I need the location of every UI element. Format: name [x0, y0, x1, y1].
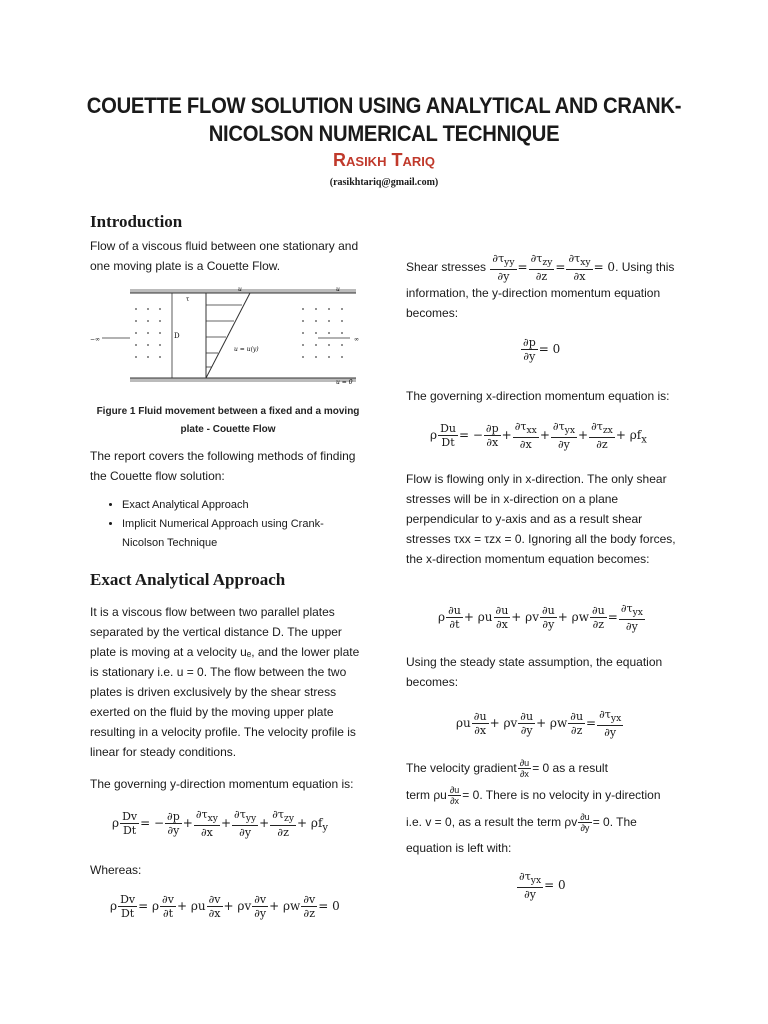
svg-text:∞: ∞: [354, 336, 359, 343]
whereas-text: Whereas:: [90, 863, 142, 877]
steady-state-text: Using the steady state assumption, the equation becomes:: [406, 655, 663, 689]
steady-state-equation: ρu $\frac{\partial u}{\partial x}$ + ρv $\frac{\partial u}{\partial y}$ + ρw $\frac{\partial u}{\partial z}$ = $\frac{\partial\tau_{yx}}{\partial y}$: [456, 708, 622, 740]
svg-text:u: u: [238, 286, 242, 293]
list-item: • Implicit Numerical Approach using Crank-Nicolson Technique: [122, 515, 360, 553]
term-line: term ρu $\frac{\partial u}{\partial x}$ = 0. There is no velocity in y-direction: [406, 785, 661, 807]
list-item: • Exact Analytical Approach: [122, 496, 360, 515]
exact-heading: Exact Analytical Approach: [90, 570, 286, 589]
final-equation: $\frac{\partial\tau_{yx}}{\partial y}$ = 0: [519, 870, 566, 902]
x-governing-text: The governing x-direction momentum equation is:: [406, 389, 670, 403]
author-email: (rasikhtariq@gmail.com): [329, 177, 439, 188]
flow-paragraph: Flow is flowing only in x-direction. The only shear stresses will be in x-direction on a plane perpendicular to y-axis and as a result shear stresses τxx = τzx = 0. Ignoring all the body forces, the x-direction momentum equation becomes:: [406, 472, 676, 566]
svg-text:−∞: −∞: [90, 336, 101, 343]
intro-paragraph: Flow of a viscous fluid between one stationary and one moving plate is a Couette Flow.: [90, 239, 359, 273]
left-with-text: equation is left with:: [406, 841, 512, 855]
exact-paragraph: It is a viscous flow between two parallel plates separated by the vertical distance D. The upper plate is moving at a velocity uₑ, and the lower plate is stationary i.e. u = 0. The flow between the two plates is driven exclusively by the shear stress exerted on the fluid by the moving upper plate resulting in a velocity profile. The velocity profile is linear for steady conditions.: [90, 605, 360, 759]
svg-text:τ: τ: [186, 296, 190, 303]
shear-stress-line: Shear stresses $\frac{\partial\tau_{yy}}{\partial y}$ = $\frac{\partial\tau_{zy}}{\partial z}$ = $\frac{\partial\tau_{xy}}{\partial x}$ = 0. Using this information, the y-direction momentum equation becomes:: [406, 252, 675, 321]
paper-title: COUETTE FLOW SOLUTION USING ANALYTICAL AND CRANK-NICOLSON NUMERICAL TECHNIQUE: [86, 93, 682, 146]
ie-line: i.e. v = 0, as a result the term ρv $\frac{\partial u}{\partial y}$ = 0. The: [406, 812, 637, 834]
methods-list: [90, 496, 360, 553]
x-momentum-equation: ρ $\frac{Du}{Dt}$ = − $\frac{\partial p}{\partial x}$ + $\frac{\partial\tau_{xx}}{\partial x}$ + $\frac{\partial\tau_{yx}}{\partial y}$ + $\frac{\partial\tau_{zx}}{\partial z}$ + $\rho f_x$: [430, 420, 647, 452]
svg-text:u: u: [336, 286, 340, 293]
y-momentum-equation: ρ $\frac{Dv}{Dt}$ = − $\frac{\partial p}{\partial y}$ + $\frac{\partial\tau_{xy}}{\partial x}$ + $\frac{\partial\tau_{yy}}{\partial y}$ + $\frac{\partial\tau_{zy}}{\partial z}$ + $\rho f_y$: [112, 808, 329, 840]
svg-text:D: D: [174, 332, 180, 340]
x-momentum-reduced-equation: ρ $\frac{\partial u}{\partial t}$ + ρu $\frac{\partial u}{\partial x}$ + ρv $\frac{\partial u}{\partial y}$ + ρw $\frac{\partial u}{\partial z}$ = $\frac{\partial\tau_{yx}}{\partial y}$: [438, 602, 643, 634]
methods-intro: The report covers the following methods of finding the Couette flow solution:: [90, 449, 356, 483]
velocity-gradient-line: The velocity gradient $\frac{\partial u}{\partial x}$ = 0 as a result: [406, 758, 608, 780]
couette-figure: [88, 285, 378, 390]
substantial-derivative-equation: ρ $\frac{Dv}{Dt}$ = ρ $\frac{\partial v}{\partial t}$ + ρu $\frac{\partial v}{\partial x}$ + ρv $\frac{\partial v}{\partial y}$ + ρw $\frac{\partial v}{\partial z}$ = 0: [110, 893, 340, 920]
figure-caption: Figure 1 Fluid movement between a fixed and a moving plate - Couette Flow: [96, 406, 360, 435]
svg-text:u = 0: u = 0: [336, 379, 353, 386]
y-governing-text: The governing y-direction momentum equation is:: [90, 777, 354, 791]
intro-heading: Introduction: [90, 212, 183, 231]
svg-text:u = u(y): u = u(y): [234, 346, 259, 353]
author-name: Rasikh Tariq: [333, 150, 435, 170]
dp-dy-equation: $\frac{\partial p}{\partial y}$ = 0: [523, 336, 561, 363]
